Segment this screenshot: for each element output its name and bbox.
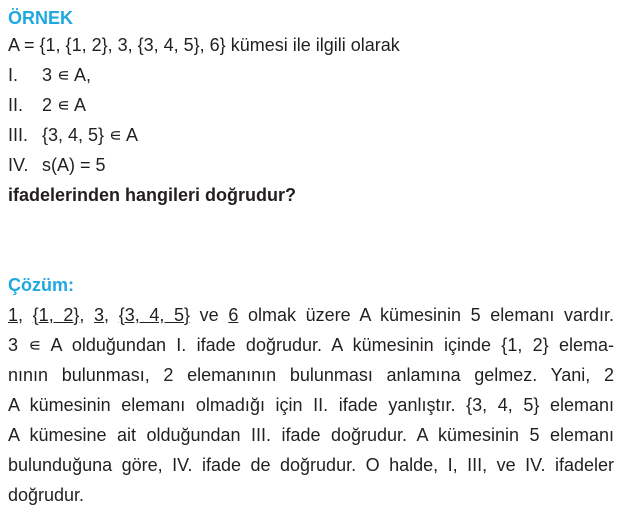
element-3: 3 [94,305,105,325]
solution-heading: Çözüm: [8,275,74,295]
solution-line-4: A kümesinin elemanı olmadığı için II. ifade yanlıştır. {3, 4, 5} elemanı [8,395,614,415]
solution-line-6: bulunduğuna göre, IV. ifade de doğrudur. O halde, I, III, ve IV. ifadeler [8,455,614,475]
solution-line-2: 3 ∊ A olduğundan I. ifade doğrudur. A kümesinin içinde {1, 2} elema- [8,335,614,355]
spacer [8,210,614,270]
statement-item-2 [8,90,614,120]
item-number: III. [8,125,29,145]
item-text: 2 ∊ A [42,95,86,115]
element-2: {1, 2} [32,305,80,325]
example-heading: ÖRNEK [8,8,74,28]
line-rest: olmak üzere A kümesinin 5 elemanı vardır. [238,305,614,325]
statement-item-4 [8,150,614,180]
example-page [8,6,614,510]
separator: , [104,305,119,325]
element-5: 6 [228,305,239,325]
separator: ve [190,305,229,325]
statement-item-1 [8,60,614,90]
item-number: IV. [8,155,29,175]
solution-line-3: nının bulunması, 2 elemanının bulunması anlamına gelmez. Yani, 2 [8,365,614,385]
item-text: 3 ∊ A, [42,65,91,85]
item-number: I. [8,65,19,85]
question-text: ifadelerinden hangileri doğrudur? [8,185,297,205]
set-statement: A = {1, {1, 2}, 3, {3, 4, 5}, 6} kümesi ile ilgili olarak [8,35,400,55]
separator: , [79,305,95,325]
element-4: {3, 4, 5} [118,305,191,325]
item-text: s(A) = 5 [42,155,106,175]
separator: , [18,305,33,325]
element-1: 1 [8,305,19,325]
statement-item-3 [8,120,614,150]
solution-line-1 [8,300,614,330]
item-number: II. [8,95,24,115]
solution-line-7: doğrudur. [8,485,85,505]
solution-line-5: A kümesine ait olduğundan III. ifade doğrudur. A kümesinin 5 elemanı [8,425,614,445]
item-text: {3, 4, 5} ∊ A [42,125,138,145]
